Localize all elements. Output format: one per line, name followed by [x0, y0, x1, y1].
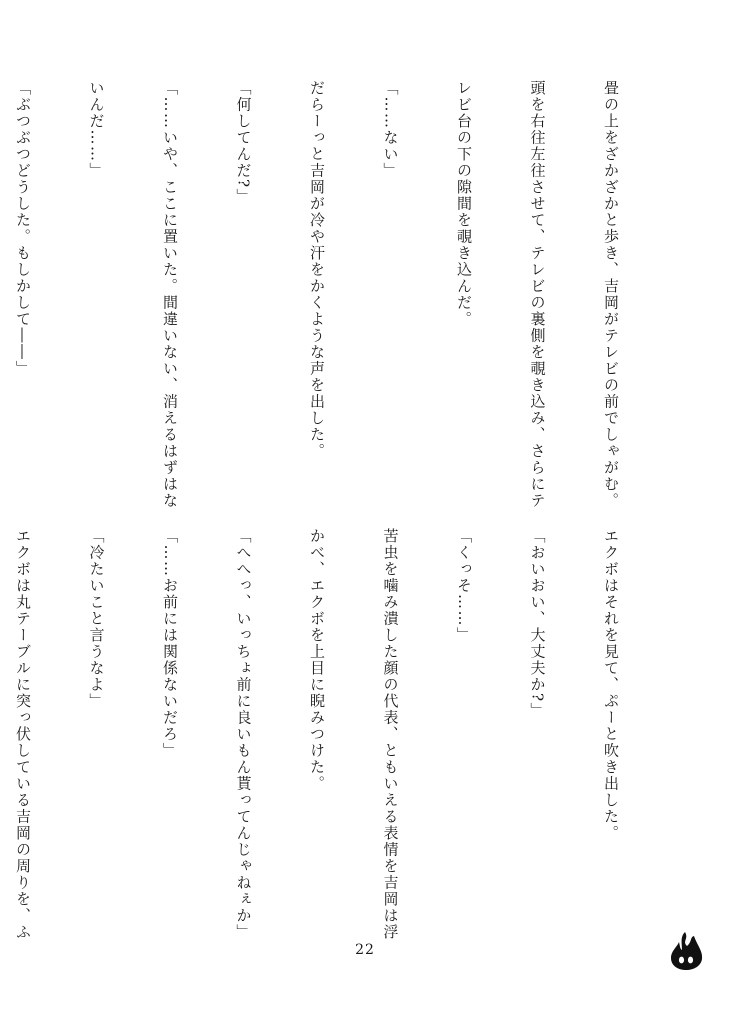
text-line: 「へへっ、いっちょ前に良いもん貰ってんじゃねぇか」 — [234, 528, 253, 941]
text-line: かべ、エクボを上目に睨みつけた。 — [308, 528, 326, 792]
text-line: エクボはそれを見て、ぷーと吹き出した。 — [602, 528, 620, 842]
text-line: 「……いや、ここに置いた。間違いない、消えるはずはな — [161, 80, 179, 509]
text-line: 「くっそ……」 — [455, 528, 473, 644]
upper-text-block — [14, 80, 672, 509]
lower-text-block — [14, 528, 672, 948]
text-line: エクボは丸テーブルに突っ伏している吉岡の周りを、ふ — [14, 528, 32, 941]
flame-mascot-icon — [668, 931, 704, 971]
text-line: 「ぶつぶつどうした。もしかして――」 — [14, 80, 32, 377]
text-line: だらーっと吉岡が冷や汗をかくような声を出した。 — [308, 80, 326, 460]
text-line: 頭を右往左往させて、テレビの裏側を覗き込み、さらにテ — [528, 80, 547, 509]
text-line: 「おいおい、大丈夫か?」 — [528, 528, 547, 720]
page-number: 22 — [355, 942, 375, 958]
text-line: いんだ……」 — [87, 80, 106, 179]
text-line: 「……お前には関係ないだろ」 — [161, 528, 179, 759]
text-line: 「何してんだ?」 — [234, 80, 253, 206]
text-line: 畳の上をざかざかと歩き、吉岡がテレビの前でしゃがむ。 — [602, 80, 620, 509]
text-line: 「……ない」 — [381, 80, 400, 179]
text-line: レビ台の下の隙間を覗き込んだ。 — [455, 80, 473, 328]
text-line: 苦虫を噛み潰した顔の代表、ともいえる表情を吉岡は浮 — [381, 528, 400, 941]
text-line: 「冷たいこと言うなよ」 — [87, 528, 106, 710]
